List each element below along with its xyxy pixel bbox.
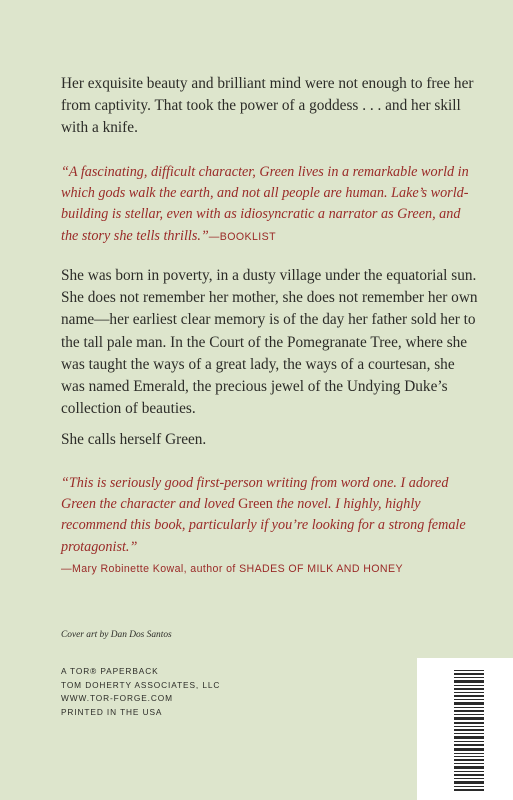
kowal-quote-part2: the novel. I highly, highly recommend this book, particularly if you’re looking for a strong female protagonist.” <box>61 496 466 555</box>
intro-paragraph: Her exquisite beauty and brilliant mind were not enough to free her from captivity. That took the power of a goddess . . . and her skill with a knife. <box>61 75 474 137</box>
booklist-source: —BOOKLIST <box>208 230 276 243</box>
cover-art-credit: Cover art by Dan Dos Santos <box>61 630 172 640</box>
kowal-review <box>61 473 481 580</box>
kowal-quote <box>61 473 481 580</box>
kowal-quote-part1: “This is seriously good first-person writing from word one. I adored Green the character and loved <box>61 475 449 513</box>
publisher-line-3: WWW.TOR-FORGE.COM <box>61 693 173 704</box>
publisher-info <box>61 665 361 719</box>
kowal-source-prefix: —Mary Robinette Kowal, author of <box>61 562 240 575</box>
synopsis-closing-line: She calls herself Green. <box>61 431 207 448</box>
kowal-quote-title: Green <box>238 496 273 513</box>
publisher-line-4: PRINTED IN THE USA <box>61 706 163 717</box>
booklist-review <box>61 162 481 248</box>
barcode-image <box>417 658 513 800</box>
publisher-line-1: A TOR® PAPERBACK <box>61 666 159 676</box>
kowal-source-title: SHADES OF MILK AND HONEY <box>239 562 403 575</box>
barcode-area <box>417 658 513 800</box>
booklist-quote <box>61 162 481 248</box>
publisher-line-2: TOM DOHERTY ASSOCIATES, LLC <box>61 679 221 690</box>
booklist-quote-text: “A fascinating, difficult character, Green lives in a remarkable world in which gods walk the earth, and not all people are human. Lake’s world-building is stellar, even with as idiosyncratic a narrator as Green, and the story she tells thrills.” <box>61 164 469 244</box>
synopsis-paragraph: She was born in poverty, in a dusty village under the equatorial sun. She does not remember her mother, she does not remember her own name—her earliest clear memory is of the day her father sold her to the tall pale man. In the Court of the Pomegranate Tree, where she was taught the ways of a great lady, the ways of a courtesan, she was named Emerald, the precious jewel of the Undying Duke’s collection of beauties. <box>61 267 478 418</box>
